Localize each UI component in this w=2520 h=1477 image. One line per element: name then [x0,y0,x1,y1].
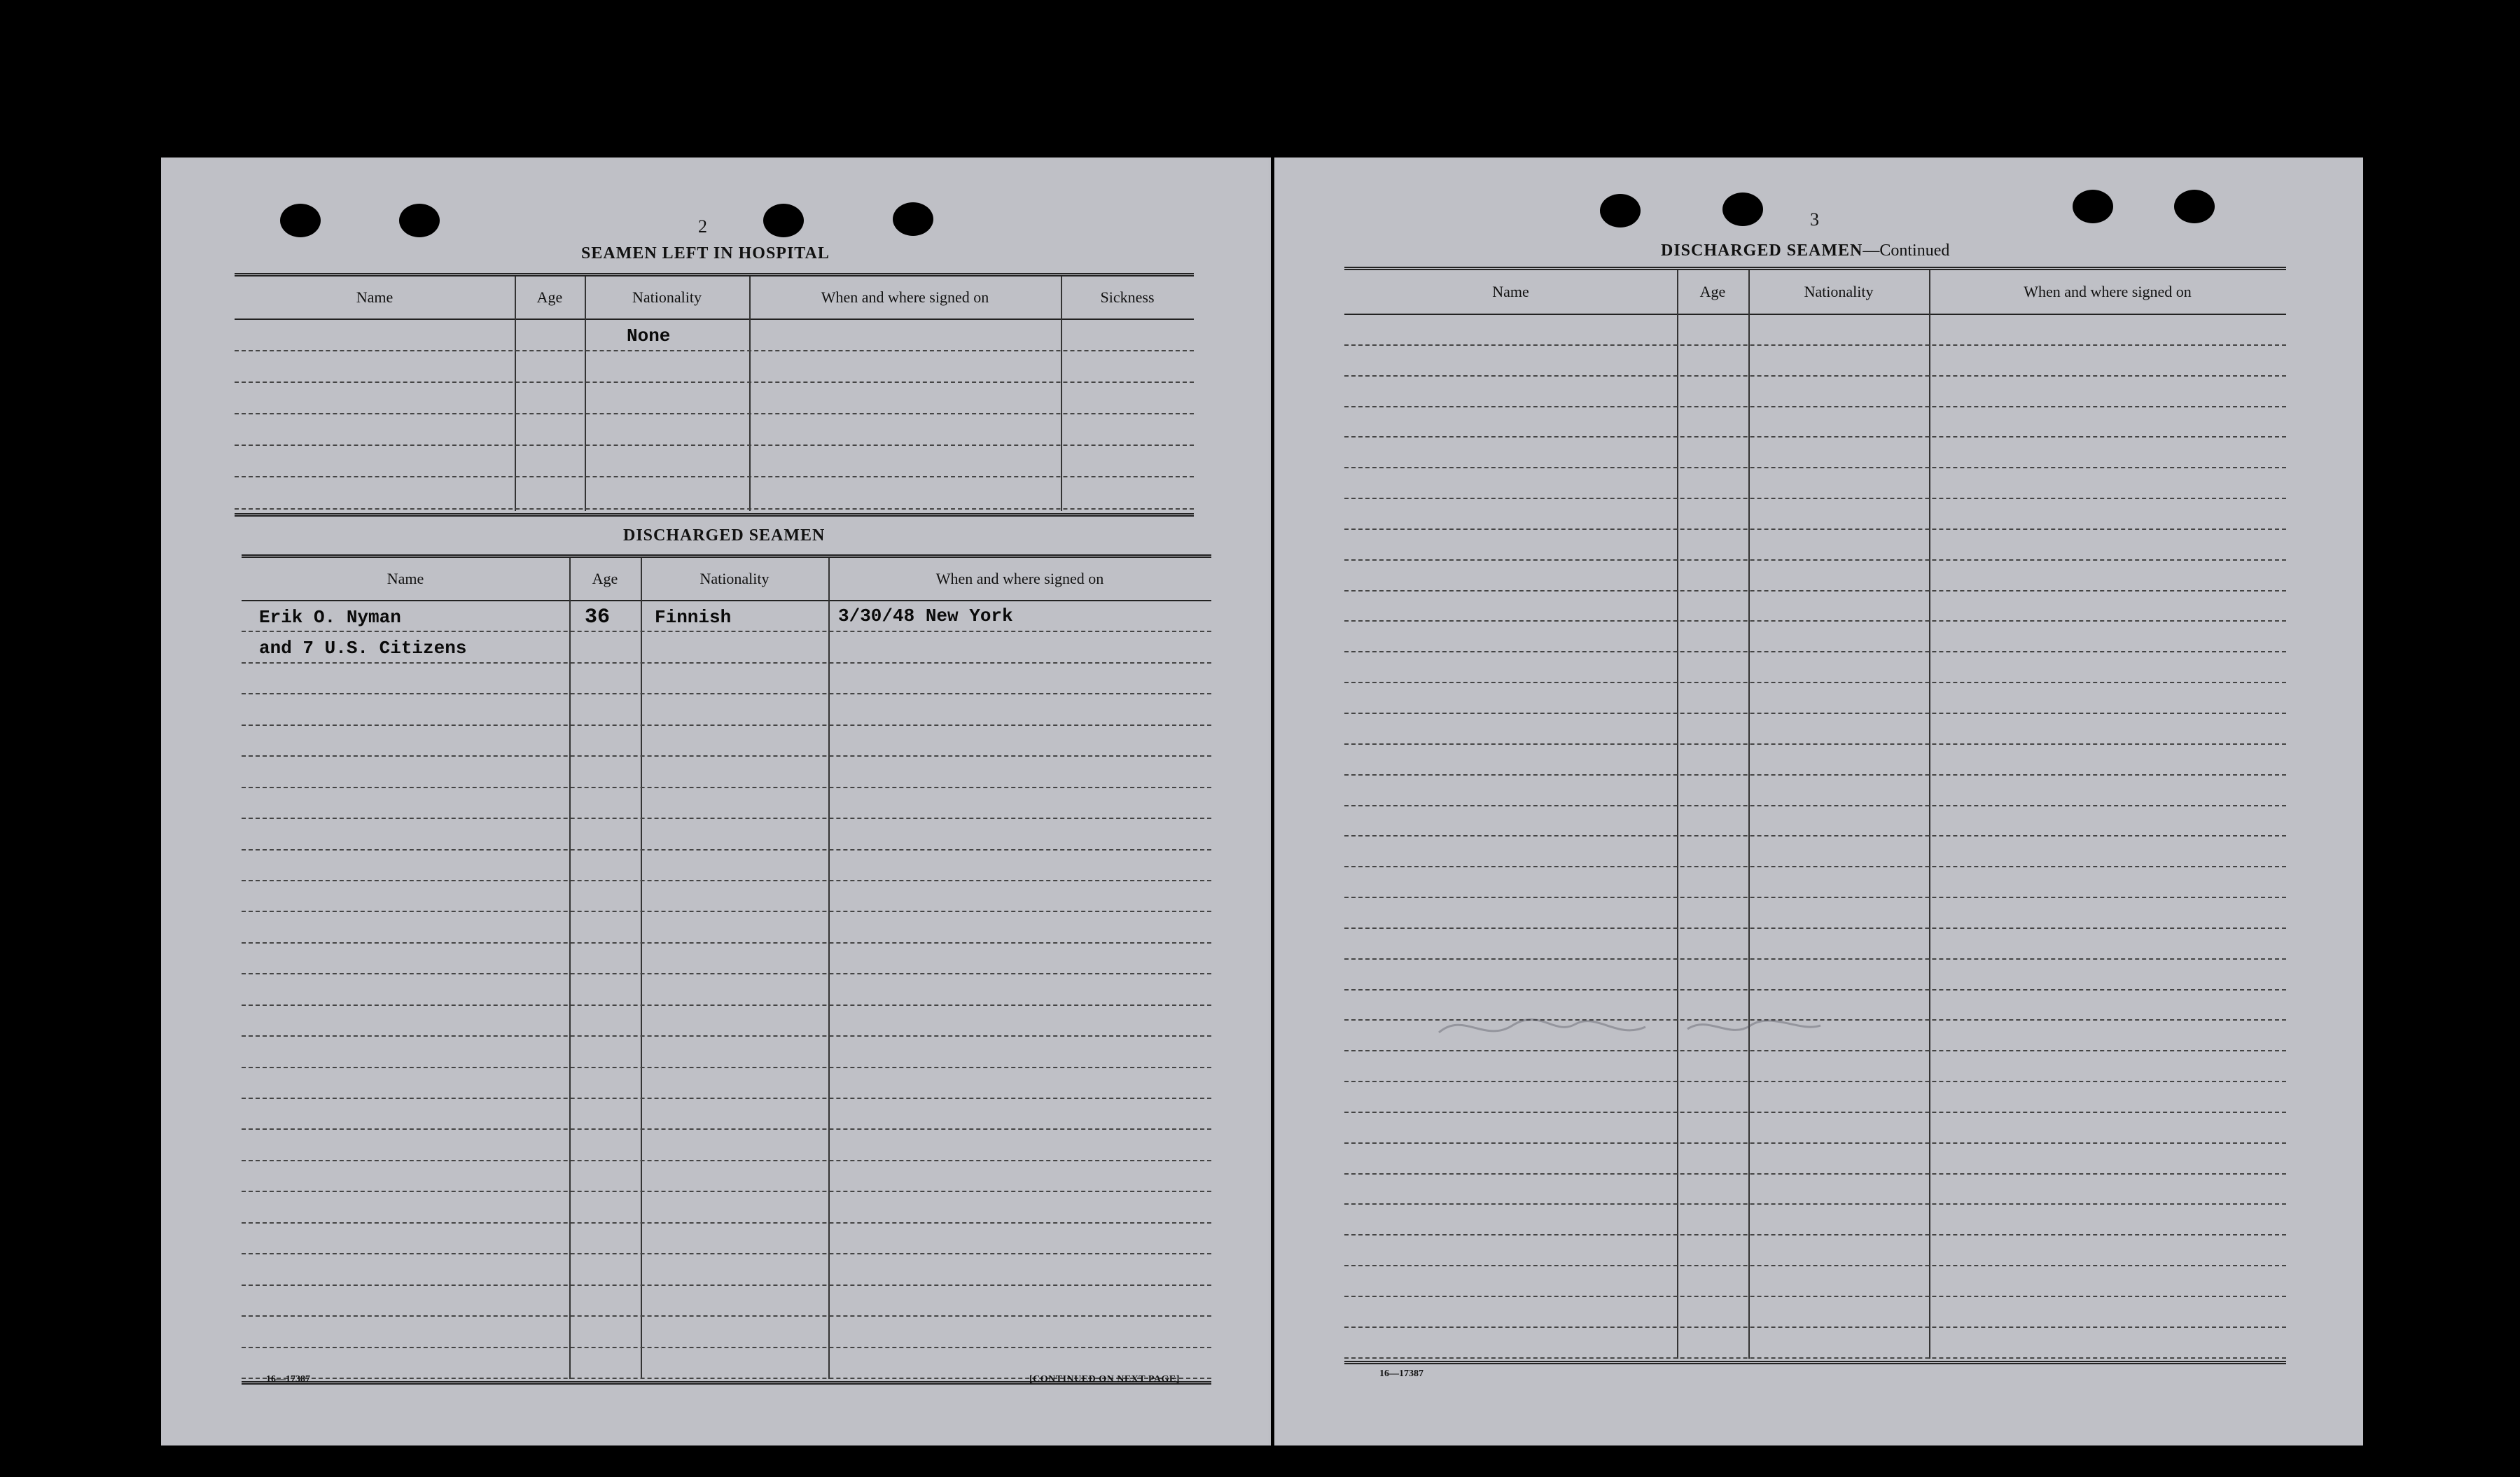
table-row [1344,315,2286,346]
table-row [1344,776,2286,806]
table-row [242,664,1211,694]
faint-scribble-icon [1435,1004,1828,1046]
table-header [242,558,1211,601]
discharged-continued-title [1661,241,1949,260]
table-row [1344,377,2286,407]
table-row [235,477,1194,510]
col-age-header: Age [592,570,618,587]
table-row [1344,683,2286,714]
table-row [1344,1297,2286,1328]
table-row [242,1068,1211,1099]
table-row [1344,1328,2286,1359]
page-number: 3 [1810,209,1819,230]
discharged-rows [242,601,1211,1379]
table-row [1344,836,2286,867]
col-name-header: Name [387,570,424,587]
discharged-continued-table [1344,267,2286,1359]
table-row [235,383,1194,414]
table-row [242,788,1211,819]
table-row [1344,1144,2286,1175]
form-code: 16—17387 [1379,1368,1423,1379]
seaman-age: 36 [585,606,611,629]
table-row [1344,929,2286,960]
table-row [242,850,1211,881]
table-row [242,1254,1211,1285]
table-row [1344,407,2286,438]
table-row [235,446,1194,477]
col-signed-on-header: When and where signed on [935,570,1104,587]
col-sickness-header: Sickness [1100,288,1155,306]
table-row [1344,1082,2286,1113]
table-row [242,1286,1211,1317]
table-row [235,320,1194,351]
left-page [161,158,1271,1446]
seaman-nationality: Finnish [655,607,732,628]
table-header [1344,270,2286,315]
seaman-name: Erik O. Nyman [259,607,401,628]
table-row [1344,438,2286,468]
table-row [1344,1175,2286,1205]
col-name-header: Name [356,288,394,306]
table-row [242,694,1211,725]
discharged-section-title: DISCHARGED SEAMEN [623,526,826,545]
discharged-table [242,554,1211,1379]
table-row [1344,622,2286,652]
table-header [235,276,1194,320]
table-row [1344,714,2286,745]
punch-hole [1600,194,1641,227]
col-name-header: Name [1492,283,1529,300]
table-row [1344,1113,2286,1144]
punch-hole [399,204,440,237]
table-row [1344,346,2286,377]
form-code: 16—17387 [266,1374,310,1385]
table-row [235,414,1194,446]
bleed-through-signature [1435,1004,1828,1054]
continued-note: [CONTINUED ON NEXT PAGE] [1029,1374,1180,1385]
col-nationality-header: Nationality [1804,283,1874,300]
table-row [1344,592,2286,622]
table-row [242,1192,1211,1223]
col-signed-on-header: When and where signed on [821,288,989,306]
col-nationality-header: Nationality [632,288,702,306]
seaman-name: and 7 U.S. Citizens [259,638,467,659]
table-row [1344,898,2286,929]
table-row [242,819,1211,850]
punch-hole [1722,192,1763,226]
table-row [1344,1266,2286,1297]
punch-hole [280,204,321,237]
table-row [242,1006,1211,1037]
title-text: DISCHARGED SEAMEN [1661,241,1863,260]
table-row [242,1161,1211,1192]
col-signed-on-header: When and where signed on [2024,283,2192,300]
table-row [1344,806,2286,837]
punch-hole [893,202,933,236]
col-age-header: Age [1699,283,1726,300]
table-row [242,1224,1211,1254]
table-row [1344,1205,2286,1236]
table-row [1344,561,2286,592]
table-row [1344,499,2286,530]
table-row [1344,652,2286,683]
table-row [242,944,1211,974]
table-row [1344,1051,2286,1082]
right-page [1274,158,2363,1446]
table-row [242,1099,1211,1130]
table-row [242,1130,1211,1161]
punch-hole [2073,190,2113,223]
table-row [1344,530,2286,561]
table-row [1344,960,2286,990]
table-row [242,726,1211,757]
table-row [242,1037,1211,1068]
hospital-none-entry: None [627,326,671,346]
table-row [242,757,1211,788]
col-nationality-header: Nationality [699,570,770,587]
punch-hole [763,204,804,237]
hospital-section-title: SEAMEN LEFT IN HOSPITAL [581,244,830,262]
table-row [1344,867,2286,898]
table-row [242,974,1211,1005]
continued-rows [1344,315,2286,1359]
table-row [242,1317,1211,1348]
title-suffix: —Continued [1863,241,1950,260]
table-row [235,351,1194,383]
table-row [242,912,1211,943]
col-age-header: Age [536,288,563,306]
table-row [242,881,1211,912]
seaman-signed-on: 3/30/48 New York [838,606,1013,626]
hospital-rows [235,320,1194,511]
table-row [1344,468,2286,499]
page-number: 2 [698,216,707,237]
table-row [1344,1236,2286,1266]
hospital-table [235,273,1194,511]
punch-hole [2174,190,2215,223]
table-row [1344,745,2286,776]
